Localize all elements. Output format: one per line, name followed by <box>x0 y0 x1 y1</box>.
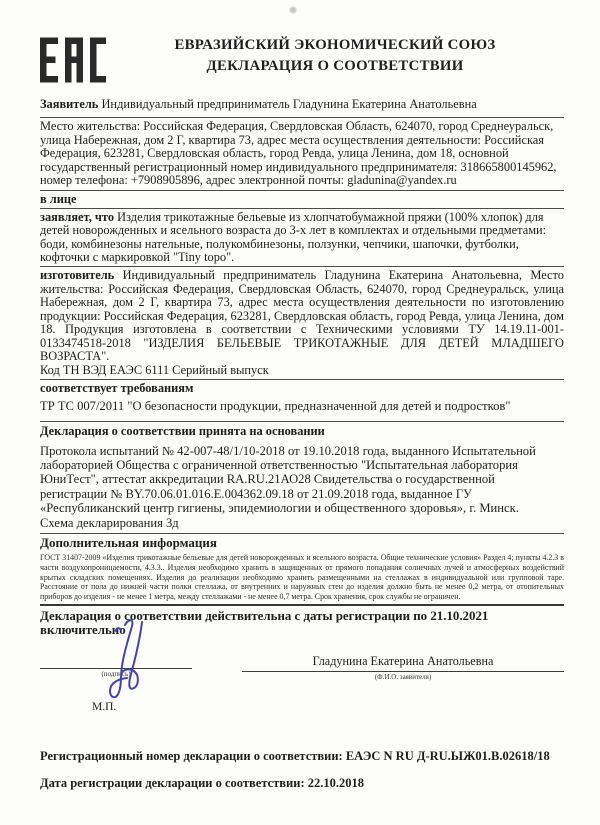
basis-label: Декларация о соответствии принята на основании <box>40 424 325 439</box>
registration-number-line <box>40 749 564 763</box>
fio-line <box>242 671 564 672</box>
declaration-scheme: Схема декларирования 3д <box>40 515 179 530</box>
applicant-address: Место жительства: Российская Федерация, Свердловская Область, 624070, город Среднеуральск, улица Набережная, дом 2 Г, квартира 73, адрес места осуществления деятельности: Российская Федерация, 623281, Свердловская область, город Ревда, улица Ленина, дом 18, основной государственный регистрационный номер индивидуального предпринимателя: 318665800145962, номер телефона: +7908905896, адрес электронной почты: gladunina@yandex.ru <box>40 119 557 188</box>
declares-paragraph <box>40 211 564 265</box>
declaration-title: ДЕКЛАРАЦИЯ О СООТВЕТСТВИИ <box>206 58 464 74</box>
signature-ink <box>95 616 167 698</box>
fio-area <box>242 654 564 681</box>
declares-value: Изделия трикотажные бельевые из хлопчатобумажной пряжи (100% хлопок) для детей новорожденных и ясельного возраста до 3-х лет в комплектах и отдельными предметами: боди, комбинезоны нательные, полукомбинезоны, ползунки, чепчики, шапочки, футболки, кофточки с маркировкой "Tiny topo". <box>40 209 547 265</box>
registration-number-label: Регистрационный номер декларации о соответствии: <box>40 749 343 764</box>
signature-block <box>40 641 564 721</box>
additional-value: ГОСТ 31407-2009 «Изделия трикотажные бельевые для детей новорожденных и ясельного возраста. Общие технические условия» Раздел 4; пункты 4.2.3 в части воздухопроницаемости, 4.3.3.. Изделия необходимо хранить в защищенных от прямого попадания солнечных лучей и атмосферных воздействий крытых складских помещениях. Изделия до реализации необходимо хранить размещенными на стеллажах в индивидуальной или групповой таре. Расстояние от пола до нижней части полки стеллажа, от внутренних и наружных стен до изделия должно быть не менее 0,2 метра, от отопительных приборов до изделия - не менее 1 метра, между стеллажами - не менее 0,7 метра. Срок хранения, срок службы не ограничен. <box>40 553 564 601</box>
eac-mark-icon <box>40 30 106 90</box>
in-person-label: в лице <box>40 192 77 207</box>
registration-date-line <box>40 776 564 790</box>
applicant-fio: Гладунина Екатерина Анатольевна <box>312 654 494 669</box>
manufacturer-label: изготовитель <box>40 268 115 283</box>
registration-date-value: 22.10.2018 <box>307 776 364 791</box>
complies-value: ТР ТС 007/2011 "О безопасности продукции, предназначенной для детей и подростков" <box>40 398 511 413</box>
registration-date-label: Дата регистрации декларации о соответствии: <box>40 776 305 791</box>
registration-number-value: ЕАЭС N RU Д-RU.ЫЖ01.В.02618/18 <box>345 749 550 764</box>
signature-caption: (подпись) <box>101 670 131 679</box>
manufacturer-paragraph <box>40 269 564 364</box>
tnved-code-line: Код ТН ВЭД ЕАЭС 6111 Серийный выпуск <box>40 362 269 377</box>
applicant-line <box>40 98 564 111</box>
declares-label: заявляет, что <box>40 209 115 224</box>
stamp-place-label: М.П. <box>92 701 117 714</box>
applicant-label: Заявитель <box>40 97 99 111</box>
fio-caption: (Ф.И.О. заявителя) <box>374 673 432 682</box>
validity-statement: Декларация о соответствии действительна с даты регистрации по 21.10.2021 включительно <box>40 609 489 638</box>
complies-label: соответствует требованиям <box>40 381 194 396</box>
document-header <box>40 30 564 90</box>
document-title <box>106 30 564 77</box>
additional-label: Дополнительная информация <box>40 535 217 551</box>
manufacturer-value: Индивидуальный предприниматель Гладунина Екатерина Анатольевна, Место жительства: Российская Федерация, Свердловская Область, 624070, город Среднеуральск, улица Набережная, дом 2 Г, квартира 73, адрес места осуществления деятельности по изготовлению продукции: Российская Федерация, 623281, Свердловская область, город Ревда, улица Ленина, дом 18. Продукция изготовлена в соответствии с Техническими условиями ТУ 14.19.11-001-0133474518-2018 "ИЗДЕЛИЯ БЕЛЬЕВЫЕ ТРИКОТАЖНЫЕ ДЛЯ ДЕТЕЙ МЛАДШЕГО ВОЗРАСТА". <box>40 268 564 364</box>
union-name: ЕВРАЗИЙСКИЙ ЭКОНОМИЧЕСКИЙ СОЮЗ <box>174 37 496 53</box>
applicant-value: Индивидуальный предприниматель Гладунина Екатерина Анатольевна <box>101 97 477 111</box>
basis-value: Протокола испытаний № 42-007-48/1/10-2018 от 19.10.2018 года, выданного Испытательной лабораторией Общества с ограниченной ответственностью "Испытательная лаборатория ЮниТест", аттестат аккредитации RA.RU.21АО28 Свидетельства о государственной регистрации № BY.70.06.01.016.Е.004362.09.18 от 21.09.2018 года, выданное ГУ «Республиканский центр гигиены, эпидемиологии и общественного здоровья», г. Минск. <box>40 443 536 516</box>
